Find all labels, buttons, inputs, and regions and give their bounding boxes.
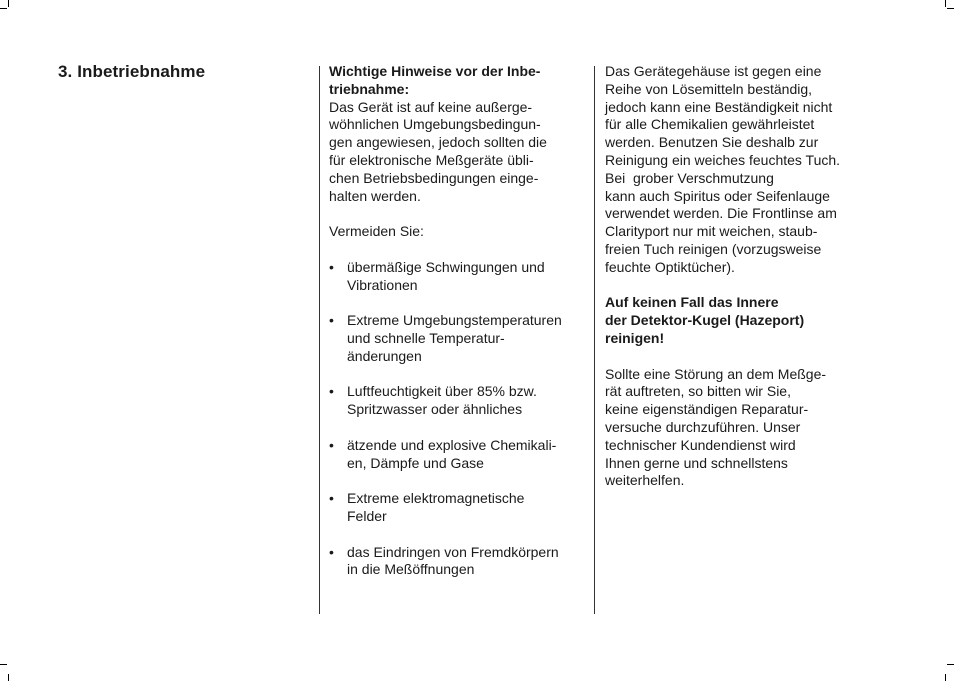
care-line: werden. Benutzen Sie deshalb zur: [605, 134, 819, 151]
bullet-text: in die Meßöffnungen: [347, 561, 475, 578]
intro-line: für elektronische Meßgeräte übli-: [329, 151, 534, 168]
care-line: Reinigung ein weiches feuchtes Tuch.: [605, 151, 841, 168]
service-line: weiterhelfen.: [605, 472, 685, 489]
crop-mark: [0, 664, 7, 665]
care-line: feuchte Optiktücher).: [605, 258, 735, 275]
bullet-item: [329, 490, 591, 526]
bullet-symbol: •: [329, 490, 334, 507]
warning-line: der Detektor-Kugel (Hazeport): [605, 312, 805, 329]
care-line: jedoch kann eine Beständigkeit nicht: [605, 98, 833, 115]
bullet-item: [329, 437, 591, 473]
notes-title-line: Wichtige Hinweise vor der Inbe-: [329, 63, 541, 79]
bullet-text: Felder: [347, 507, 387, 524]
bullet-symbol: •: [329, 258, 334, 275]
service-line: Sollte eine Störung an dem Meßge-: [605, 365, 827, 382]
bullet-text: Extreme Umgebungstemperaturen: [347, 312, 562, 329]
crop-mark: [8, 674, 9, 681]
care-line: Das Gerätegehäuse ist gegen eine: [605, 63, 822, 79]
care-line: Reihe von Lösemitteln beständig,: [605, 80, 813, 97]
intro-line: Das Gerät ist auf keine außerge-: [329, 98, 533, 115]
bullet-item: [329, 259, 591, 295]
bullet-text: übermäßige Schwingungen und: [347, 258, 545, 275]
care-line: Bei grober Verschmutzung: [605, 169, 774, 186]
bullet-symbol: •: [329, 312, 334, 329]
care-line: Clarityport nur mit weichen, staub-: [605, 223, 818, 240]
intro-line: halten werden.: [329, 187, 421, 204]
bullet-text: Vibrationen: [347, 276, 418, 293]
notes-title-line: triebnahme:: [329, 80, 410, 97]
intro-line: gen angewiesen, jedoch sollten die: [329, 134, 547, 151]
column-divider: [319, 66, 320, 614]
bullet-text: Spritzwasser oder ähnliches: [347, 401, 523, 418]
crop-mark: [947, 664, 954, 665]
crop-mark: [945, 0, 946, 7]
crop-mark: [0, 8, 7, 9]
bullet-item: [329, 383, 591, 419]
section-heading: 3. Inbetriebnahme: [58, 62, 206, 81]
middle-column: [329, 63, 591, 579]
bullet-item: [329, 544, 591, 580]
bullet-item: [329, 312, 591, 365]
bullet-text: das Eindringen von Fremdkörpern: [347, 543, 559, 560]
bullet-text: en, Dämpfe und Gase: [347, 454, 484, 471]
crop-mark: [947, 8, 954, 9]
bullet-text: Extreme elektromagnetische: [347, 490, 525, 507]
service-line: rät auftreten, so bitten wir Sie,: [605, 383, 791, 400]
crop-mark: [945, 674, 946, 681]
bullet-symbol: •: [329, 543, 334, 560]
care-line: verwendet werden. Die Frontlinse am: [605, 205, 837, 222]
service-line: keine eigenständigen Reparatur-: [605, 401, 809, 418]
intro-line: chen Betriebsbedingungen einge-: [329, 169, 539, 186]
service-line: versuche durchzuführen. Unser: [605, 418, 801, 435]
bullet-text: und schnelle Temperatur-: [347, 329, 505, 346]
column-divider: [594, 66, 595, 614]
bullet-symbol: •: [329, 383, 334, 400]
warning-line: Auf keinen Fall das Innere: [605, 294, 779, 311]
care-line: freien Tuch reinigen (vorzugsweise: [605, 240, 822, 257]
bullet-text: ätzende und explosive Chemikali-: [347, 436, 557, 453]
service-line: technischer Kundendienst wird: [605, 436, 796, 453]
right-column: [605, 63, 867, 490]
intro-line: wöhnlichen Umgebungsbedingun-: [329, 116, 541, 133]
bullet-symbol: •: [329, 436, 334, 453]
warning-line: reinigen!: [605, 329, 665, 346]
crop-mark: [8, 0, 9, 7]
bullet-text: änderungen: [347, 347, 422, 364]
bullet-text: Luftfeuchtigkeit über 85% bzw.: [347, 383, 537, 400]
care-line: für alle Chemikalien gewährleistet: [605, 116, 815, 133]
service-line: Ihnen gerne und schnellstens: [605, 454, 788, 471]
care-line: kann auch Spiritus oder Seifenlauge: [605, 187, 830, 204]
avoid-label: Vermeiden Sie:: [329, 223, 424, 240]
